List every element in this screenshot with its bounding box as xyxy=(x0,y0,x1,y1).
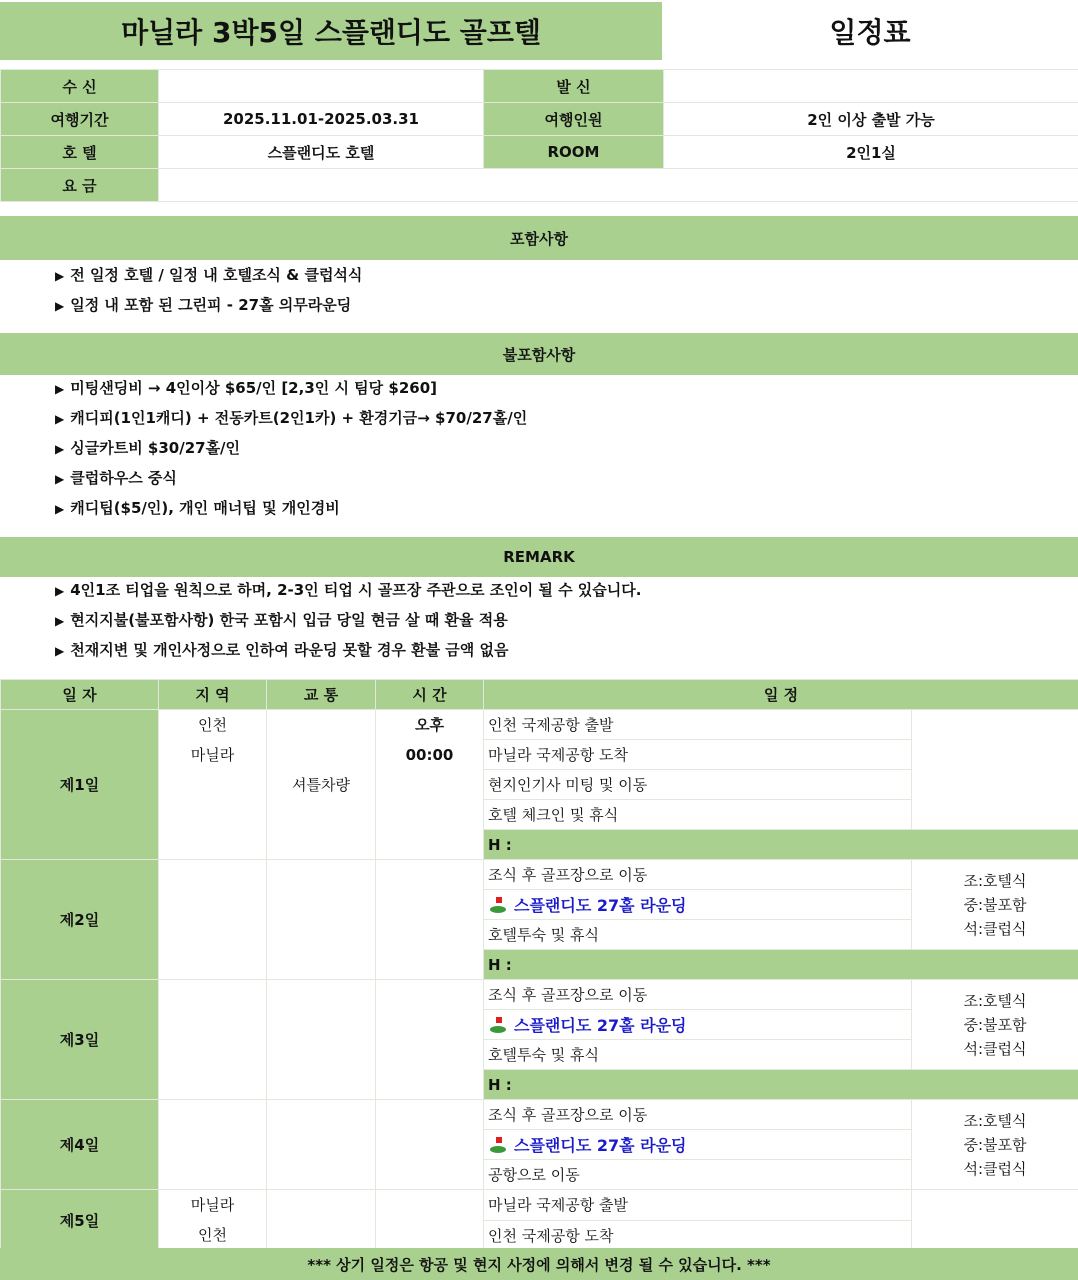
meal-item: 석:클럽식 xyxy=(963,919,1027,938)
region-cell xyxy=(159,1190,267,1251)
schedule-row xyxy=(1,710,1078,740)
schedule-item xyxy=(484,1130,912,1160)
meal-cell xyxy=(912,1100,1078,1190)
day-label: 제2일 xyxy=(1,860,159,980)
list-item: ▶ 클럽하우스 중식 xyxy=(55,463,527,493)
included-header: 포함사항 xyxy=(0,216,1078,260)
meal-cell xyxy=(912,860,1078,950)
document-subtitle: 일정표 xyxy=(829,16,911,49)
schedule-item xyxy=(484,1100,912,1130)
schedule-item xyxy=(484,770,912,800)
hotel-row: H : xyxy=(484,830,1078,860)
golf-flag-icon xyxy=(488,1137,506,1153)
meal-cell xyxy=(912,1190,1078,1251)
hotel-label: 호 텔 xyxy=(1,136,159,169)
list-item: ▶ 캐디피(1인1캐디) + 전동카트(2인1카) + 환경기금→ $70/27홀/인 xyxy=(55,403,527,433)
golf-flag-icon xyxy=(488,1017,506,1033)
list-item: ▶ 일정 내 포함 된 그린피 - 27홀 의무라운딩 xyxy=(55,290,362,320)
transport-cell: 셔틀차량 xyxy=(267,710,376,860)
list-item: ▶ 현지지불(불포함사항) 한국 포함시 입금 당일 현금 살 때 환율 적용 xyxy=(55,605,641,635)
schedule-text: 마닐라 국제공항 출발 xyxy=(488,1196,628,1215)
list-item: ▶ 싱글카트비 $30/27홀/인 xyxy=(55,433,527,463)
time-cell xyxy=(376,710,484,860)
header-0: 일 자 xyxy=(1,680,159,710)
schedule-text: 호텔투숙 및 휴식 xyxy=(488,1046,599,1064)
list-item: ▶ 천재지변 및 개인사정으로 인하여 라운딩 못할 경우 환불 금액 없음 xyxy=(55,635,641,665)
header-1: 지 역 xyxy=(159,680,267,710)
region-item: 마닐라 xyxy=(190,1196,235,1214)
room-value: 2인1실 xyxy=(664,136,1078,169)
send-value xyxy=(664,70,1078,103)
meal-item: 석:클럽식 xyxy=(963,1159,1027,1178)
info-table xyxy=(0,69,1078,202)
time-cell xyxy=(376,1190,484,1251)
time-cell xyxy=(376,980,484,1100)
time-item: 오후 xyxy=(415,716,444,734)
day-label: 제5일 xyxy=(1,1190,159,1251)
day-label: 제1일 xyxy=(1,710,159,860)
remark-header: REMARK xyxy=(0,537,1078,577)
schedule-item xyxy=(484,1220,912,1251)
day-label: 제3일 xyxy=(1,980,159,1100)
remark-list xyxy=(55,575,641,665)
schedule-item xyxy=(484,1010,912,1040)
hotel-row: H : xyxy=(484,950,1078,980)
schedule-item xyxy=(484,1160,912,1190)
day-label: 제4일 xyxy=(1,1100,159,1190)
list-item: ▶ 전 일정 호텔 / 일정 내 호텔조식 & 클럽석식 xyxy=(55,260,362,290)
meal-item: 조:호텔식 xyxy=(963,871,1027,890)
schedule-row xyxy=(1,860,1078,890)
meal-item: 조:호텔식 xyxy=(963,991,1027,1010)
golf-flag-icon xyxy=(488,897,506,913)
meal-item: 중:불포함 xyxy=(963,1135,1027,1154)
region-item: 인천 xyxy=(198,1226,227,1244)
region-cell xyxy=(159,710,267,860)
document-title: 마닐라 3박5일 스플랜디도 골프텔 xyxy=(0,2,662,60)
schedule-item xyxy=(484,1190,912,1221)
time-cell xyxy=(376,860,484,980)
list-item: ▶ 4인1조 티업을 원칙으로 하며, 2-3인 티업 시 골프장 주관으로 조인이 될 수 있습니다. xyxy=(55,575,641,605)
fee-value xyxy=(159,169,1078,202)
meal-item: 중:불포함 xyxy=(963,1015,1027,1034)
schedule-text: 인천 국제공항 출발 xyxy=(488,716,614,734)
meal-item: 조:호텔식 xyxy=(963,1111,1027,1130)
schedule-text: 현지인기사 미팅 및 이동 xyxy=(488,776,648,794)
meal-item: 석:클럽식 xyxy=(963,1039,1027,1058)
schedule-text: 조식 후 골프장으로 이동 xyxy=(488,1106,648,1124)
meal-cell xyxy=(912,980,1078,1070)
schedule-item xyxy=(484,1040,912,1070)
schedule-text: 공항으로 이동 xyxy=(488,1166,580,1184)
hotel-row: H : xyxy=(484,1070,1078,1100)
schedule-text: 조식 후 골프장으로 이동 xyxy=(488,866,648,884)
recv-label: 수 신 xyxy=(1,70,159,103)
region-cell xyxy=(159,1100,267,1190)
header-4: 일 정 xyxy=(484,680,1078,710)
golf-round: 스플랜디도 27홀 라운딩 xyxy=(514,1016,687,1035)
recv-value xyxy=(159,70,484,103)
schedule-text: 호텔투숙 및 휴식 xyxy=(488,926,599,944)
schedule-item xyxy=(484,860,912,890)
period-label: 여행기간 xyxy=(1,103,159,136)
included-list xyxy=(55,260,362,320)
transport-cell xyxy=(267,1100,376,1190)
footer-note: *** 상기 일정은 항공 및 현지 사정에 의해서 변경 될 수 있습니다. *** xyxy=(0,1248,1078,1280)
transport-cell xyxy=(267,1190,376,1251)
region-cell xyxy=(159,860,267,980)
room-label: ROOM xyxy=(484,136,664,169)
region-cell xyxy=(159,980,267,1100)
time-item: 00:00 xyxy=(405,746,454,764)
schedule-table xyxy=(0,679,1078,1251)
list-item: ▶ 미팅샌딩비 → 4인이상 $65/인 [2,3인 시 팀당 $260] xyxy=(55,373,527,403)
time-cell xyxy=(376,1100,484,1190)
meal-item: 중:불포함 xyxy=(963,895,1027,914)
header-3: 시 간 xyxy=(376,680,484,710)
region-item: 마닐라 xyxy=(190,746,235,764)
excluded-list xyxy=(55,373,527,523)
people-value: 2인 이상 출발 가능 xyxy=(664,103,1078,136)
region-item: 인천 xyxy=(198,716,227,734)
meal-cell xyxy=(912,710,1078,830)
transport-cell xyxy=(267,860,376,980)
schedule-item xyxy=(484,800,912,830)
list-item: ▶ 캐디팁($5/인), 개인 매너팁 및 개인경비 xyxy=(55,493,527,523)
schedule-row xyxy=(1,1100,1078,1130)
schedule-text: 호텔 체크인 및 휴식 xyxy=(488,806,619,824)
golf-round: 스플랜디도 27홀 라운딩 xyxy=(514,896,687,915)
schedule-item xyxy=(484,890,912,920)
schedule-text: 조식 후 골프장으로 이동 xyxy=(488,986,648,1004)
transport-cell xyxy=(267,980,376,1100)
hotel-value: 스플랜디도 호텔 xyxy=(159,136,484,169)
schedule-item xyxy=(484,920,912,950)
fee-label: 요 금 xyxy=(1,169,159,202)
schedule-item xyxy=(484,710,912,740)
people-label: 여행인원 xyxy=(484,103,664,136)
header-2: 교 통 xyxy=(267,680,376,710)
schedule-text: 마닐라 국제공항 도착 xyxy=(488,746,628,764)
schedule-text: 인천 국제공항 도착 xyxy=(488,1226,614,1245)
send-label: 발 신 xyxy=(484,70,664,103)
schedule-item xyxy=(484,980,912,1010)
excluded-header: 불포함사항 xyxy=(0,333,1078,375)
golf-round: 스플랜디도 27홀 라운딩 xyxy=(514,1136,687,1155)
schedule-row xyxy=(1,1190,1078,1221)
schedule-item xyxy=(484,740,912,770)
schedule-row xyxy=(1,980,1078,1010)
period-value: 2025.11.01-2025.03.31 xyxy=(159,103,484,136)
